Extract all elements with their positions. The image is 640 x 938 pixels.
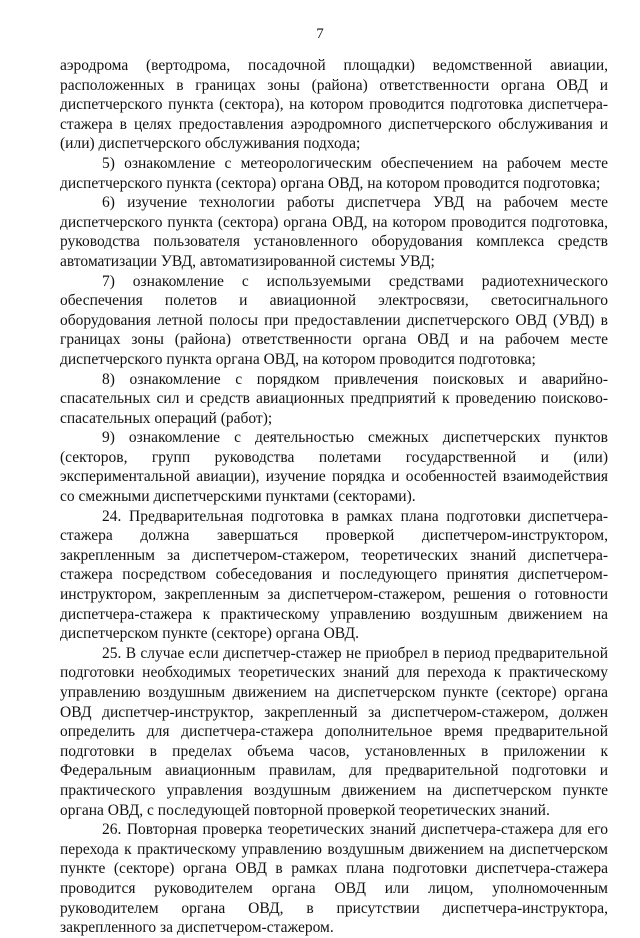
paragraph-clause-24: 24. Предварительная подготовка в рамках плана подготовки диспетчера-стажера должна завершаться проверкой диспетчером-инструктором, закрепленным за диспетчером-стажером, теоретических знаний диспетчера-стажера посредством собеседования и последующего принятия диспетчером-инструктором, закрепленным за диспетчером-стажером, решения о готовности диспетчера-стажера к практическому управлению воздушным движением на диспетчерском пункте (секторе) органа ОВД. <box>60 507 608 643</box>
paragraph-item-6: 6) изучение технологии работы диспетчера УВД на рабочем месте диспетчерского пункта (сектора) органа ОВД, на котором проводится подготовка, руководства пользователя установленного оборудования комплекса средств автоматизации УВД, автоматизированной системы УВД; <box>60 194 608 270</box>
paragraph-clause-26: 26. Повторная проверка теоретических знаний диспетчера-стажера для его перехода к практическому управлению воздушным движением на диспетчерском пункте (секторе) органа ОВД в рамках плана подготовки диспетчера-стажера проводится руководителем органа ОВД или лицом, уполномоченным руководителем органа ОВД, в присутствии диспетчера-инструктора, закрепленного за диспетчером-стажером. <box>60 821 608 937</box>
paragraph-item-8: 8) ознакомление с порядком привлечения поисковых и аварийно-спасательных сил и средств авиационных предприятий к проведению поисково-спасательных операций (работ); <box>60 370 608 427</box>
paragraph-continuation: аэродрома (вертодрома, посадочной площадки) ведомственной авиации, расположенных в границах зоны (района) ответственности органа ОВД и диспетчерского пункта (сектора), на котором проводится подготовка диспетчера-стажера в целях предоставления аэродромного диспетчерского обслуживания и (или) диспетчерского обслуживания подхода; <box>60 57 608 153</box>
paragraph-item-5: 5) ознакомление с метеорологическим обеспечением на рабочем месте диспетчерского пункта (сектора) органа ОВД, на котором проводится подготовка; <box>60 154 608 192</box>
paragraph-item-7: 7) ознакомление с используемыми средствами радиотехнического обеспечения полетов и авиационной электросвязи, светосигнального оборудования летной полосы при предоставлении диспетчерского ОВД (УВД) в границах зоны (района) ответственности органа ОВД и на рабочем месте диспетчерского пункта органа ОВД, на котором проводится подготовка; <box>60 272 608 368</box>
document-body <box>60 56 608 938</box>
paragraph-item-9: 9) ознакомление с деятельностью смежных диспетчерских пунктов (секторов, групп руководства полетами государственной и (или) экспериментальной авиации), изучение порядка и особенностей взаимодействия со смежными диспетчерскими пунктами (секторами). <box>60 429 608 506</box>
page-number: 7 <box>316 26 324 42</box>
paragraph-clause-25: 25. В случае если диспетчер-стажер не приобрел в период предварительной подготовки необходимых теоретических знаний для перехода к практическому управлению воздушным движением на диспетчерском пункте (секторе) органа ОВД диспетчер-инструктор, закрепленный за диспетчером-стажером, должен определить для диспетчера-стажера дополнительное время предварительной подготовки в пределах объема часов, установленных в приложении к Федеральным авиационным правилам, для предварительной подготовки и практического управления воздушным движением на диспетчерском пункте органа ОВД, с последующей повторной проверкой теоретических знаний. <box>60 644 608 819</box>
